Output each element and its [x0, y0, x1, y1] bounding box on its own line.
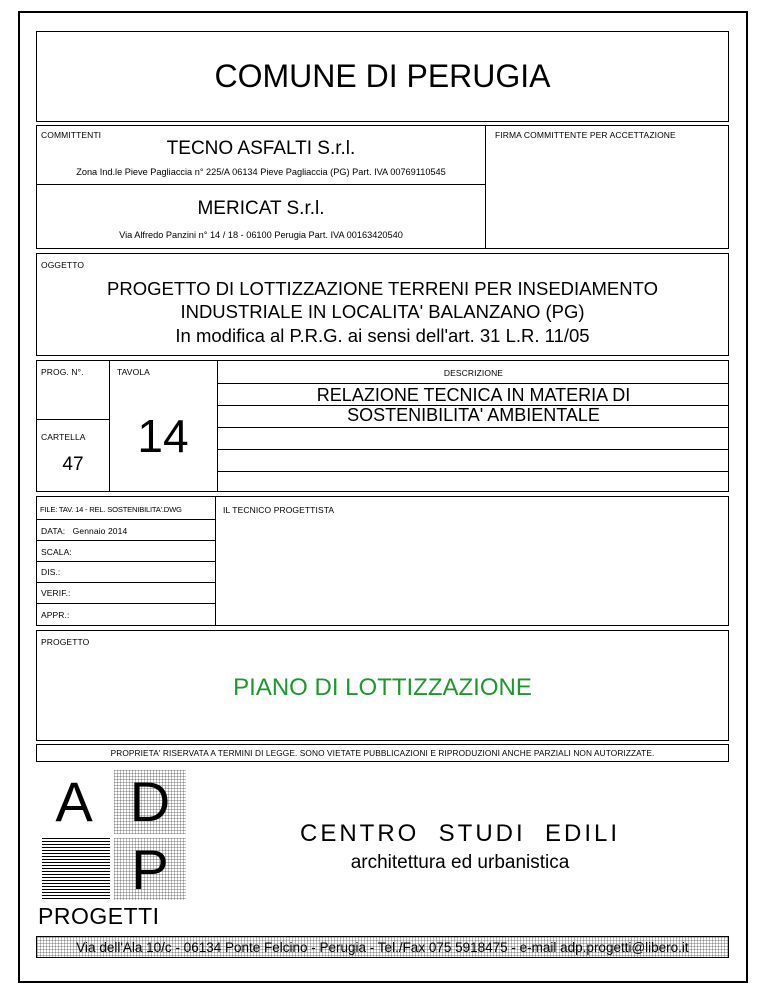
file-label: FILE: TAV. 14 - REL. SOSTENIBILITA'.DWG: [40, 505, 182, 514]
company2-name: MERICAT S.r.l.: [197, 198, 325, 219]
divider: [37, 519, 215, 520]
divider: [37, 540, 215, 541]
page-title: COMUNE DI PERUGIA: [214, 58, 551, 94]
divider: [217, 383, 728, 384]
divider: [37, 603, 215, 604]
prog-label: PROG. N°.: [41, 367, 84, 377]
tavola-box: [36, 360, 729, 492]
oggetto-line3: In modifica al P.R.G. ai sensi dell'art. 31 L.R. 11/05: [175, 325, 590, 346]
committenti-label: COMMITTENTI: [41, 130, 102, 140]
divider: [37, 561, 215, 562]
divider: [37, 419, 109, 420]
scala-label: SCALA:: [41, 547, 72, 557]
divider: [217, 471, 728, 472]
logo-cell-p: [114, 838, 186, 900]
logo-letter-p: P: [131, 838, 169, 901]
footer-address: Via dell'Ala 10/c - 06134 Ponte Felcino - Perugia - Tel./Fax 075 5918475 - e-mail adp.progetti@libero.it: [76, 940, 689, 955]
logo-letter-d: D: [129, 770, 171, 833]
company1-address: Zona Ind.le Pieve Pagliaccia n° 225/A 06134 Pieve Pagliaccia (PG) Part. IVA 00769110545: [76, 167, 446, 177]
tecnico-label: IL TECNICO PROGETTISTA: [223, 505, 335, 515]
divider: [217, 427, 728, 428]
data-value: Gennaio 2014: [72, 526, 128, 536]
info-box: [36, 496, 729, 626]
progetto-title: PIANO DI LOTTIZZAZIONE: [233, 674, 532, 701]
logo-cell-a: [38, 770, 110, 834]
divider: [37, 184, 485, 185]
tavola-label: TAVOLA: [117, 367, 150, 377]
progetto-box: [36, 630, 729, 741]
divider: [37, 582, 215, 583]
disclaimer-text: PROPRIETA' RISERVATA A TERMINI DI LEGGE. SONO VIETATE PUBBLICAZIONI E RIPRODUZIONI ANCHE PARZIALI NON AUTORIZZATE.: [110, 748, 655, 758]
tavola-number: 14: [137, 410, 189, 462]
footer-box: [36, 936, 729, 958]
oggetto-box: [36, 253, 729, 356]
disclaimer-box: [36, 744, 729, 762]
header-box: [36, 31, 729, 122]
cartella-label: CARTELLA: [41, 432, 86, 442]
descr-line2: SOSTENIBILITA' AMBIENTALE: [347, 405, 600, 425]
studio-subtitle: architettura ed urbanistica: [350, 852, 570, 873]
dis-label: DIS.:: [41, 567, 61, 577]
divider: [215, 497, 216, 625]
data-label-text: DATA:: [41, 526, 66, 536]
company2-address: Via Alfredo Panzini n° 14 / 18 - 06100 Perugia Part. IVA 00163420540: [119, 230, 403, 240]
cartella-number: 47: [62, 454, 84, 475]
studio-name: CENTRO STUDI EDILI: [299, 820, 621, 847]
logo-cell-lines: [42, 838, 110, 900]
logo-cell-d: [114, 770, 186, 834]
committenti-box: [36, 125, 729, 249]
firma-label: FIRMA COMMITTENTE PER ACCETTAZIONE: [495, 130, 676, 140]
logo-letter-a: A: [55, 770, 93, 833]
data-label: [41, 526, 127, 536]
divider: [217, 449, 728, 450]
progetto-label: PROGETTO: [41, 637, 90, 647]
verif-label: VERIF.:: [41, 588, 71, 598]
descr-line1: RELAZIONE TECNICA IN MATERIA DI: [316, 385, 631, 405]
divider: [485, 126, 486, 248]
descrizione-label: DESCRIZIONE: [443, 368, 504, 378]
logo-word: PROGETTI: [38, 903, 160, 929]
oggetto-label: OGGETTO: [41, 260, 85, 270]
oggetto-line1: PROGETTO DI LOTTIZZAZIONE TERRENI PER INSEDIAMENTO: [107, 278, 658, 299]
company1-name: TECNO ASFALTI S.r.l.: [166, 138, 356, 159]
adp-logo: [38, 770, 188, 930]
oggetto-line2: INDUSTRIALE IN LOCALITA' BALANZANO (PG): [180, 301, 585, 322]
appr-label: APPR.:: [41, 610, 70, 620]
